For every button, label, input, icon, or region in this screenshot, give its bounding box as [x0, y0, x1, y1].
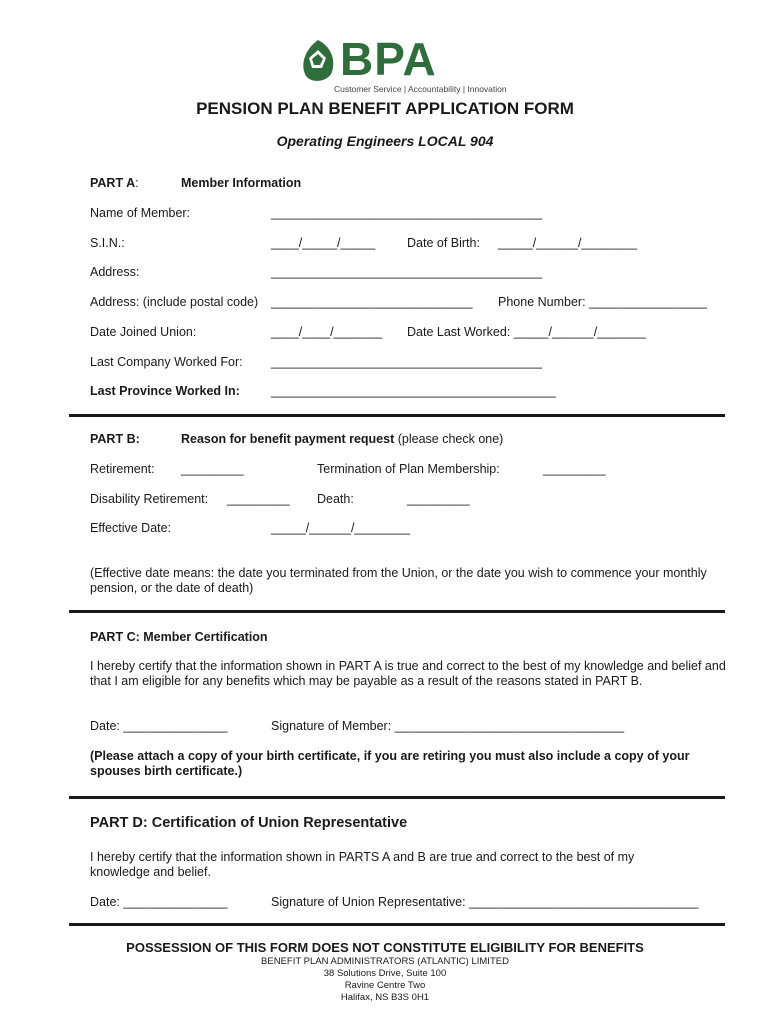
part-c-heading: PART C: Member Certification: [90, 630, 268, 644]
eligibility-notice: POSSESSION OF THIS FORM DOES NOT CONSTITUTE ELIGIBILITY FOR BENEFITS: [126, 940, 644, 955]
last-company-label: Last Company Worked For:: [90, 355, 243, 369]
form-title: PENSION PLAN BENEFIT APPLICATION FORM: [196, 99, 574, 118]
last-province-field[interactable]: _________________________________________: [271, 384, 557, 398]
date-of-birth-label: Date of Birth:: [407, 236, 480, 250]
date-last-worked-field[interactable]: Date Last Worked: _____/______/_______: [407, 325, 646, 339]
disability-retirement-label: Disability Retirement:: [90, 492, 209, 506]
member-date-field[interactable]: Date: _______________: [90, 719, 228, 733]
effective-date-note: (Effective date means: the date you terminated from the Union, or the date you wish to commence your monthly pension, or the date of death): [90, 566, 707, 595]
death-checkbox[interactable]: _________: [407, 492, 470, 506]
phone-number-field[interactable]: Phone Number: _________________: [498, 295, 708, 309]
union-certification-text: I hereby certify that the information shown in PARTS A and B are true and correct to the best of my knowledge and belief.: [90, 850, 635, 879]
death-label: Death:: [317, 492, 354, 506]
footer-company: BENEFIT PLAN ADMINISTRATORS (ATLANTIC) LIMITED: [261, 956, 509, 967]
section-divider: [69, 796, 725, 799]
name-of-member-field[interactable]: _______________________________________: [271, 206, 543, 220]
effective-date-label: Effective Date:: [90, 521, 172, 535]
address-postal-field[interactable]: _____________________________: [271, 295, 473, 309]
union-date-field[interactable]: Date: _______________: [90, 895, 228, 909]
member-signature-field[interactable]: Signature of Member: _________________________________: [271, 719, 625, 733]
leaf-emblem-icon: [298, 36, 338, 86]
sin-label: S.I.N.:: [90, 236, 125, 250]
retirement-checkbox[interactable]: _________: [181, 462, 244, 476]
address-label: Address:: [90, 265, 140, 279]
part-a-label: PART A:: [90, 176, 139, 190]
date-of-birth-field[interactable]: _____/______/________: [498, 236, 638, 250]
date-joined-union-label: Date Joined Union:: [90, 325, 197, 339]
part-a-heading: Member Information: [181, 176, 302, 190]
part-b-heading: Reason for benefit payment request (please check one): [181, 432, 504, 446]
footer-address-street: 38 Solutions Drive, Suite 100: [323, 968, 447, 979]
part-d-heading: PART D: Certification of Union Representative: [90, 815, 408, 831]
section-divider: [69, 414, 725, 417]
last-province-label: Last Province Worked In:: [90, 384, 240, 398]
retirement-label: Retirement:: [90, 462, 155, 476]
effective-date-field[interactable]: _____/______/________: [271, 521, 411, 535]
sin-field[interactable]: ____/_____/_____: [271, 236, 376, 250]
last-company-field[interactable]: _______________________________________: [271, 355, 543, 369]
logo-tagline: Customer Service | Accountability | Innovation: [334, 84, 507, 94]
footer-address-building: Ravine Centre Two: [344, 980, 426, 991]
member-certification-text: I hereby certify that the information shown in PART A is true and correct to the best of my knowledge and belief and that I am eligible for any benefits which may be payable as a result of the reasons stated in PART B.: [90, 659, 726, 688]
part-b-label: PART B:: [90, 432, 140, 446]
section-divider: [69, 610, 725, 613]
footer-address-city: Halifax, NS B3S 0H1: [340, 992, 430, 1003]
union-signature-field[interactable]: Signature of Union Representative: _________________________________: [271, 895, 699, 909]
address-postal-label: Address: (include postal code): [90, 295, 259, 309]
birth-certificate-note: (Please attach a copy of your birth certificate, if you are retiring you must also include a copy of your spouses birth certificate.): [90, 749, 690, 778]
termination-label: Termination of Plan Membership:: [317, 462, 500, 476]
disability-retirement-checkbox[interactable]: _________: [227, 492, 290, 506]
bpa-logo: [298, 33, 507, 96]
termination-checkbox[interactable]: _________: [543, 462, 606, 476]
address-field[interactable]: _______________________________________: [271, 265, 543, 279]
form-subtitle: Operating Engineers LOCAL 904: [276, 133, 494, 149]
logo-wordmark: BPA: [340, 33, 437, 85]
section-divider: [69, 923, 725, 926]
date-joined-union-field[interactable]: ____/____/_______: [271, 325, 383, 339]
name-of-member-label: Name of Member:: [90, 206, 191, 220]
